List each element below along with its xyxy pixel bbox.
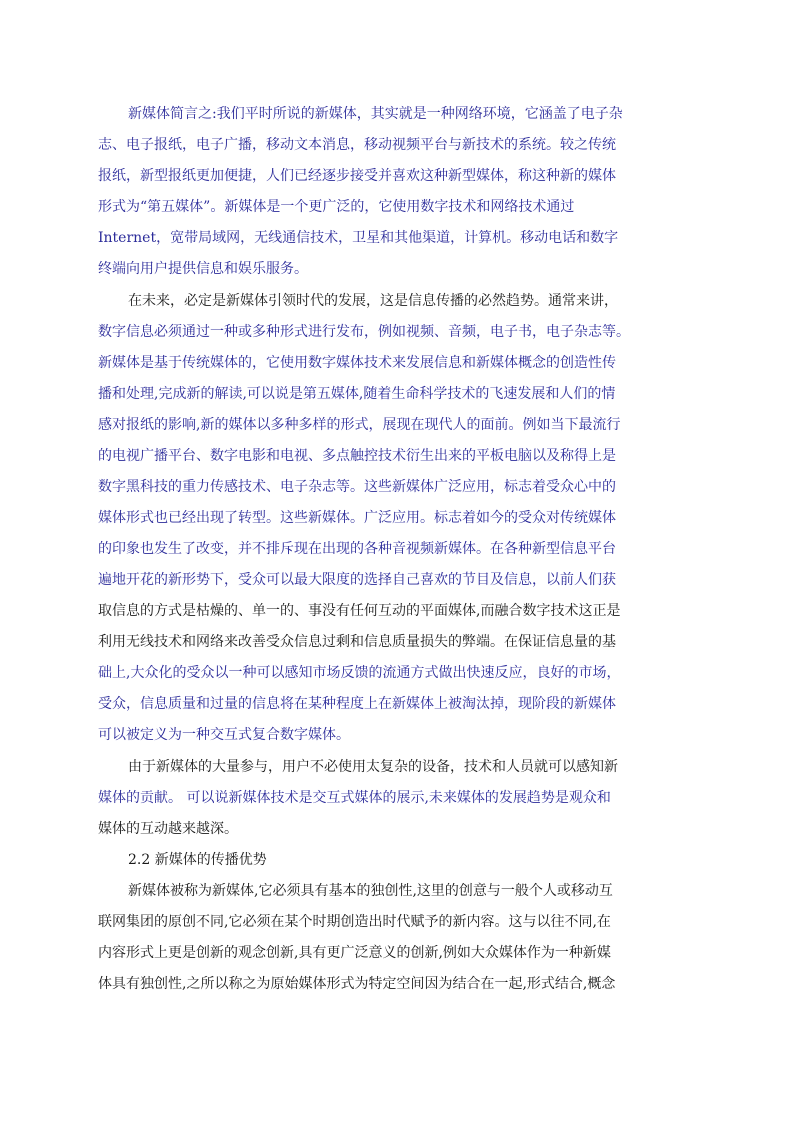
text-line: 感对报纸的影响,新的媒体以多种多样的形式，展现在现代人的面前。例如当下最流行	[98, 417, 621, 433]
text-line: 由于新媒体的大量参与，用户不必使用太复杂的设备，技术和人员就可以感知新	[128, 759, 618, 775]
text-line: 础上,大众化的受众以一种可以感知市场反馈的流通方式做出快速反应，良好的市场，	[98, 665, 621, 681]
text-line: 新媒体是基于传统媒体的，它使用数字媒体技术来发展信息和新媒体概念的创造性传	[98, 355, 616, 371]
text-line: 媒体的互动越来越深。	[98, 821, 238, 837]
text-line: 取信息的方式是枯燥的、单一的、事没有任何互动的平面媒体,而融合数字技术这正是	[98, 603, 621, 619]
text-line: 形式为“第五媒体”。新媒体是一个更广泛的，它使用数字技术和网络技术通过	[98, 199, 575, 215]
text-line: 内容形式上更是创新的观念创新,具有更广泛意义的创新,例如大众媒体作为一种新媒	[98, 945, 611, 961]
text-line: 可以被定义为一种交互式复合数字媒体。	[98, 727, 350, 743]
text-line: 利用无线技术和网络来改善受众信息过剩和信息质量损失的弊端。在保证信息量的基	[98, 634, 616, 650]
text-line: 体具有独创性,之所以称之为原始媒体形式为特定空间因为结合在一起,形式结合,概念	[98, 976, 616, 992]
text-line: 在未来，必定是新媒体引领时代的发展，这是信息传播的必然趋势。通常来讲，	[128, 293, 618, 309]
text-line: 媒体形式也已经出现了转型。这些新媒体。广泛应用。标志着如今的受众对传统媒体	[98, 510, 616, 526]
text-line: 新媒体简言之:我们平时所说的新媒体，其实就是一种网络环境，它涵盖了电子杂	[128, 106, 623, 122]
text-line: 新媒体被称为新媒体,它必须具有基本的独创性,这里的创意与一般个人或移动互	[128, 883, 613, 899]
text-line: 受众，信息质量和过量的信息将在某种程度上在新媒体上被淘汰掉，现阶段的新媒体	[98, 696, 616, 712]
text-line: 报纸，新型报纸更加便捷，人们已经逐步接受并喜欢这种新型媒体，称这种新的媒体	[98, 168, 616, 184]
text-line: 终端向用户提供信息和娱乐服务。	[98, 261, 308, 277]
text-line: 遍地开花的新形势下，受众可以最大限度的选择自己喜欢的节目及信息，以前人们获	[98, 572, 616, 588]
text-line: 联网集团的原创不同,它必须在某个时期创造出时代赋予的新内容。这与以往不同,在	[98, 914, 611, 930]
text-line: 志、电子报纸，电子广播，移动文本消息，移动视频平台与新技术的系统。较之传统	[98, 137, 616, 153]
text-line: 播和处理,完成新的解读,可以说是第五媒体,随着生命科学技术的飞速发展和人们的情	[98, 386, 616, 402]
text-line: 数字黑科技的重力传感技术、电子杂志等。这些新媒体广泛应用，标志着受众心中的	[98, 479, 616, 495]
text-line: Internet，宽带局域网，无线通信技术，卫星和其他渠道，计算机。移动电话和数字	[98, 230, 619, 246]
text-line: 的电视广播平台、数字电影和电视、多点触控技术衍生出来的平板电脑以及称得上是	[98, 448, 616, 464]
text-line: 数字信息必须通过一种或多种形式进行发布，例如视频、音频，电子书，电子杂志等。	[98, 324, 630, 340]
section-heading: 2.2 新媒体的传播优势	[128, 852, 267, 868]
text-line: 的印象也发生了改变，并不排斥现在出现的各种音视频新媒体。在各种新型信息平台	[98, 541, 616, 557]
text-line: 媒体的贡献。 可以说新媒体技术是交互式媒体的展示,未来媒体的发展趋势是观众和	[98, 790, 611, 806]
